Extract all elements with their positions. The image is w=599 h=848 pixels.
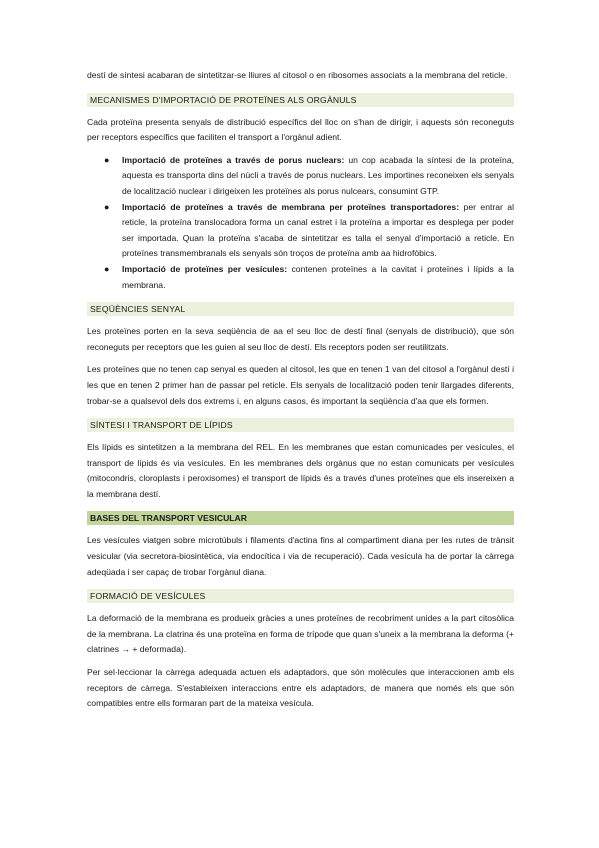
bullet-term: Importació de proteïnes a través de membrana per proteïnes transportadores: bbox=[122, 201, 460, 212]
section-paragraph: Les vesícules viatgen sobre microtúbuls i filaments d'actina fins al compartiment diana per les rutes de trànsit vesicular (via secretora-biosintètica, via endocítica i via de recuperació). Cada vesícula ha de portar la càrrega adeqüada i ser capaç de trobar l'orgànul diana. bbox=[87, 535, 514, 577]
import-mechanisms-list bbox=[87, 153, 514, 293]
list-item bbox=[87, 153, 514, 200]
section-paragraph: Per sel·leccionar la càrrega adequada actuen els adaptadors, que són molècules que interaccionen amb els receptors de càrrega. S'estableixen interaccions entre els adaptadors, de manera que només els que són compatibles entre ells formaran part de la mateixa vesícula. bbox=[87, 667, 514, 709]
bullet-icon: ● bbox=[104, 263, 110, 274]
bullet-term: Importació de proteïnes a través de porus nuclears: bbox=[122, 154, 345, 165]
intro-paragraph: destí de síntesi acabaran de sintetitzar-se lliures al citosol o en ribosomes associats a la membrana del reticle. bbox=[87, 70, 508, 80]
bullet-icon: ● bbox=[104, 154, 110, 165]
section-paragraph: Els lípids es sintetitzen a la membrana del REL. En les membranes que estan comunicades per vesícules, el transport de lípids és via vesícules. En les membranes dels orgànus que no estan comunicats per vesícules (mitocondris, cloroplasts i peroxisomes) el transport de lípids és a través d'unes proteïnes que els insereixen a la membrana destí. bbox=[87, 442, 514, 499]
bullet-text: per entrar al reticle, la proteïna translocadora forma un canal estret i la proteïna a importar es desplega per poder ser importada. Quan la proteïna s'acaba de sintetitzar es talla el senyal d'importació a reticle. En proteïnes transmembranals els senyals són troços de proteïna amb aa hidrofòbics. bbox=[122, 201, 514, 259]
list-item bbox=[87, 200, 514, 262]
section-paragraph: Les proteïnes que no tenen cap senyal es queden al citosol, les que en tenen 1 van del citosol a l'orgànul destí i les que en tenen 2 primer han de passar pel reticle. Els senyals de localització poden tenir llargades diferents, trobar-se a qualsevol dels dos extrems i, en alguns casos, és important la seqüència d'aa que els formen. bbox=[87, 364, 514, 406]
section-heading-importacio: MECANISMES D'IMPORTACIÓ DE PROTEÏNES ALS ORGÀNULS bbox=[87, 93, 514, 107]
section-paragraph: Cada proteïna presenta senyals de distribució específics del lloc on s'han de dirigir, i aquests són reconeguts per receptors específics que faciliten el transport a l'orgànul adient. bbox=[87, 116, 514, 143]
section-paragraph: La deformació de la membrana es produeix gràcies a unes proteïnes de recobriment unides a la part citosòlica de la membrana. La clatrina és una proteïna en forma de trípode que quan s'uneix a la membrana la deforma (+ clatrines → + deformada). bbox=[87, 613, 514, 655]
bullet-text: contenen proteïnes a la cavitat i proteïnes i lípids a la membrana. bbox=[122, 263, 514, 290]
bullet-icon: ● bbox=[104, 201, 110, 212]
section-heading-lipids: SÍNTESI I TRANSPORT DE LÍPIDS bbox=[87, 418, 514, 432]
bullet-term: Importació de proteïnes per vesícules: bbox=[122, 263, 288, 274]
list-item bbox=[87, 262, 514, 293]
section-paragraph: Les proteïnes porten en la seva seqüència de aa el seu lloc de destí final (senyals de distribució), que són reconeguts per receptors que les guien al seu lloc de destí. Els receptors poden ser reutilitzats. bbox=[87, 326, 514, 352]
section-heading-sequencies: SEQÜÈNCIES SENYAL bbox=[87, 302, 514, 316]
bullet-text: un cop acabada la síntesi de la proteïna, aquesta es transporta dins del nùcli a través de porus nuclears. Les importines reconeixen els senyals de localització nuclear i dirigeixen les proteïnes als porus nulcears, consumint GTP. bbox=[122, 154, 514, 196]
section-heading-transport-vesicular: BASES DEL TRANSPORT VESICULAR bbox=[87, 511, 514, 525]
section-heading-formacio: FORMACIÓ DE VESÍCULES bbox=[87, 589, 514, 603]
